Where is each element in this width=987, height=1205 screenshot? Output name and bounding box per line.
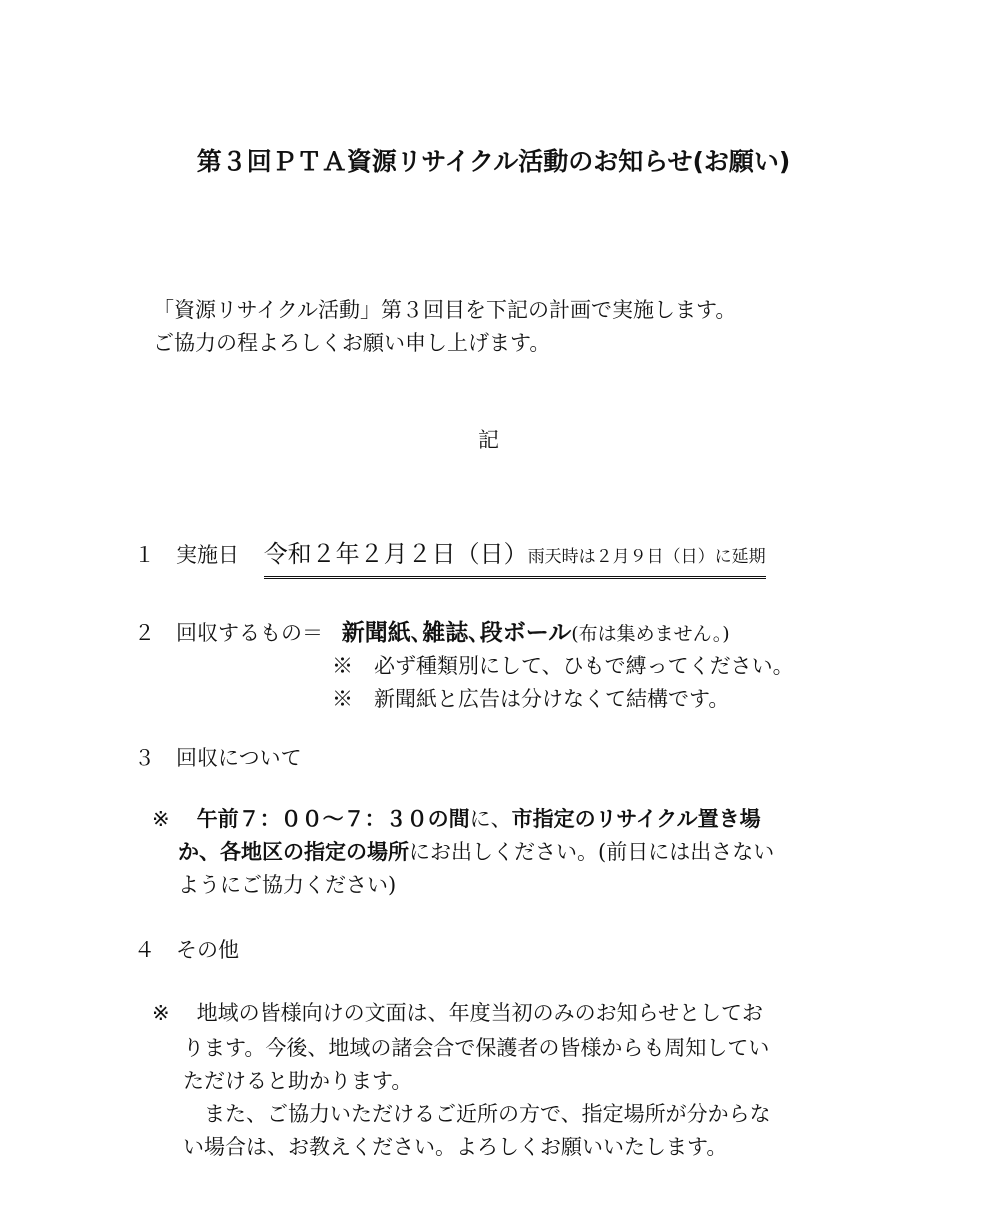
section-4-heading (134, 934, 239, 967)
ki-heading: 記 (478, 428, 499, 452)
section-4-line-3: ただけると助かります。 (183, 1069, 413, 1093)
section-3-text-2: にお出しください。(前日には出さない (409, 840, 775, 864)
section-3-line-3: ようにご協力ください) (178, 873, 397, 897)
date-rain-note: 雨天時は２月９日（日）に延期 (527, 547, 766, 567)
collected-items: 新聞紙､雑誌､段ボール (341, 620, 572, 646)
section-1-label: 実施日 (176, 543, 239, 567)
intro-line-2: ご協力の程よろしくお願い申し上げます。 (153, 331, 551, 355)
document-title: 第３回ＰＴＡ資源リサイクル活動のお知らせ(お願い) (196, 147, 791, 176)
section-4-line-2: ります。今後、地域の諸会合で保護者の皆様からも周知してい (183, 1036, 770, 1060)
section-3-heading (134, 742, 302, 775)
section-1-number: １ (134, 543, 155, 567)
section-3-line-1 (152, 803, 761, 836)
section-4-line-1 (152, 997, 763, 1030)
section-2-note-2: ※ 新聞紙と広告は分けなくて結構です。 (332, 687, 730, 711)
section-3-number: ３ (134, 746, 155, 770)
section-3-mark: ※ (152, 807, 170, 831)
section-4-label: その他 (176, 938, 239, 962)
section-2-number: ２ (134, 621, 155, 645)
section-3-text-1: に、 (469, 807, 512, 831)
section-3-line-2 (178, 836, 774, 869)
collected-items-note: (布は集めません。) (571, 623, 730, 645)
section-2-collected-items (134, 617, 730, 651)
section-4-line-5: い場合は、お教えください。よろしくお願いいたします。 (183, 1135, 728, 1159)
section-4-text-1: 地域の皆様向けの文面は、年度当初のみのお知らせとしてお (196, 1001, 763, 1025)
collection-time: 午前７：００～７：３０の間 (196, 807, 470, 831)
district-designated-place: か、各地区の指定の場所 (178, 840, 409, 864)
section-1-implementation-date (134, 536, 766, 579)
designated-recycling-site: 市指定のリサイクル置き場 (511, 807, 761, 831)
section-4-line-4: また、ご協力いただけるご近所の方で、指定場所が分からな (183, 1102, 771, 1126)
date-main: 令和２年２月２日（日） (263, 540, 528, 568)
section-3-label: 回収について (176, 746, 302, 770)
date-underline (264, 536, 766, 579)
section-4-number: ４ (134, 938, 155, 962)
section-2-note-1: ※ 必ず種類別にして、ひもで縛ってください。 (332, 654, 794, 678)
intro-line-1: 「資源リサイクル活動」第３回目を下記の計画で実施します。 (153, 298, 737, 322)
section-2-label: 回収するもの＝ (176, 621, 323, 645)
section-4-mark: ※ (152, 1001, 170, 1025)
